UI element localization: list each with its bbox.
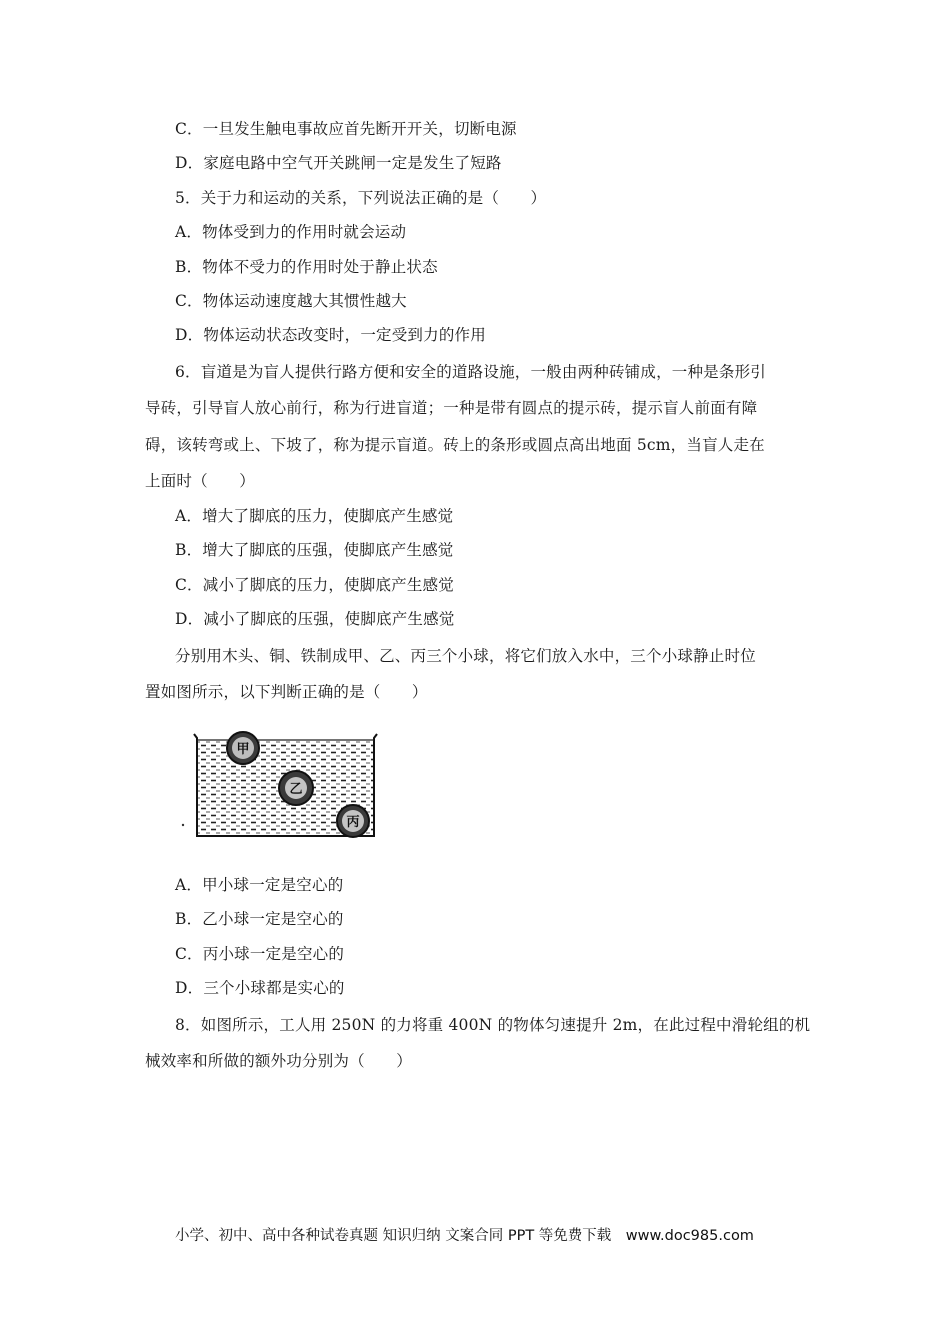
q6-option-c: C．减小了脚底的压力，使脚底产生感觉 [175, 576, 454, 594]
q7-stem-line1: 分别用木头、铜、铁制成甲、乙、丙三个小球，将它们放入水中，三个小球静止时位 [175, 647, 756, 665]
q7-option-a: A．甲小球一定是空心的 [175, 876, 344, 894]
q5-option-c: C．物体运动速度越大其惯性越大 [175, 292, 407, 310]
q7-option-b: B．乙小球一定是空心的 [175, 910, 344, 928]
ball-yi [279, 771, 313, 805]
q5-option-b: B．物体不受力的作用时处于静止状态 [175, 258, 438, 276]
q6-option-d: D．减小了脚底的压强，使脚底产生感觉 [175, 610, 455, 628]
q5-stem: 5．关于力和运动的关系，下列说法正确的是（ ） [175, 189, 547, 207]
q6-option-b: B．增大了脚底的压强，使脚底产生感觉 [175, 541, 454, 559]
ball-yi-label: 乙 [289, 782, 303, 797]
q7-stem-line2: 置如图所示，以下判断正确的是（ ） [145, 683, 428, 701]
q7-option-c: C．丙小球一定是空心的 [175, 945, 345, 963]
q4-option-c: C．一旦发生触电事故应首先断开开关，切断电源 [175, 120, 517, 138]
ball-jia-label: 甲 [236, 742, 250, 757]
ball-jia [227, 732, 259, 764]
ball-bing-label: 丙 [346, 815, 360, 830]
q6-option-a: A．增大了脚底的压力，使脚底产生感觉 [175, 507, 454, 525]
q6-stem-line2: 导砖，引导盲人放心前行，称为行进盲道；一种是带有圆点的提示砖，提示盲人前面有障 [145, 399, 758, 417]
page-footer: 小学、初中、高中各种试卷真题 知识归纳 文案合同 PPT 等免费下载 www.doc985.com [175, 1228, 754, 1244]
q5-option-d: D．物体运动状态改变时，一定受到力的作用 [175, 326, 486, 344]
stray-dot [182, 824, 184, 826]
q5-option-a: A．物体受到力的作用时就会运动 [175, 223, 407, 241]
ball-bing [337, 805, 369, 837]
q8-stem-line2: 械效率和所做的额外功分别为（ ） [145, 1052, 412, 1070]
water-container-figure [180, 728, 385, 843]
q6-stem-line4: 上面时（ ） [145, 472, 255, 490]
q8-stem-line1: 8．如图所示，工人用 250N 的力将重 400N 的物体匀速提升 2m，在此过程中滑轮组的机 [175, 1016, 811, 1034]
q7-option-d: D．三个小球都是实心的 [175, 979, 345, 997]
q6-stem-line3: 碍，该转弯或上、下坡了，称为提示盲道。砖上的条形或圆点高出地面 5cm，当盲人走在 [145, 436, 765, 454]
q4-option-d: D．家庭电路中空气开关跳闸一定是发生了短路 [175, 154, 502, 172]
q6-stem-line1: 6．盲道是为盲人提供行路方便和安全的道路设施，一般由两种砖铺成，一种是条形引 [175, 363, 766, 381]
